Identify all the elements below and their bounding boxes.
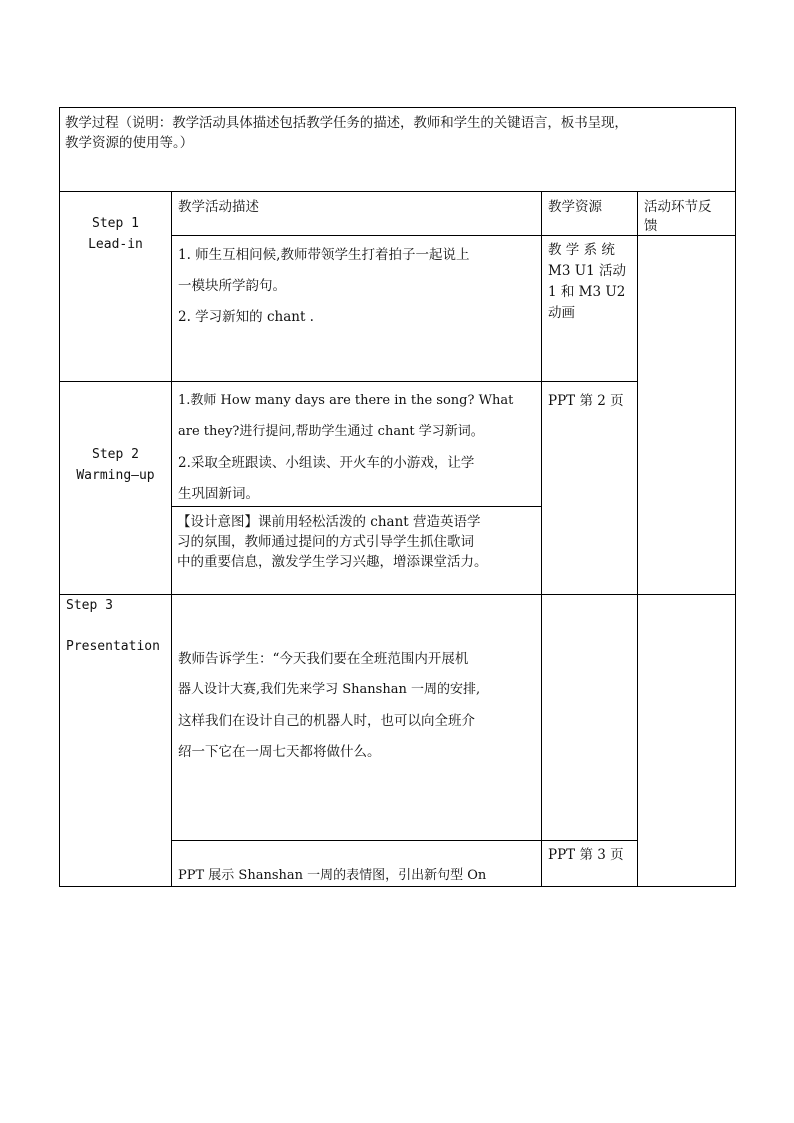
step1-activity-line-3: 2. 学习新知的 chant . xyxy=(178,309,314,325)
step2-subtitle: Warming—up xyxy=(76,468,155,483)
rule-step1 xyxy=(59,381,637,382)
rule-colheads xyxy=(171,235,736,236)
step2-design-intent-line-2: 习的氛围，教师通过提问的方式引导学生抓住歌词 xyxy=(177,534,474,550)
step1-activity-line-2: 一模块所学韵句。 xyxy=(178,278,286,294)
step1-resource-line-4: 动画 xyxy=(548,305,575,321)
step1-resource-line-2: M3 U1 活动 xyxy=(548,263,626,279)
step2-resource: PPT 第 2 页 xyxy=(548,393,624,409)
col-header-activity: 教学活动描述 xyxy=(178,199,259,215)
col-header-feedback-2: 馈 xyxy=(644,218,658,234)
border-top xyxy=(59,107,736,108)
col-header-resource: 教学资源 xyxy=(548,199,602,215)
col-divider-2 xyxy=(541,191,542,887)
rule-header xyxy=(59,191,736,192)
header-line-2: 教学资源的使用等。） xyxy=(65,135,194,151)
step1-title: Step 1 xyxy=(92,216,139,231)
step2-activity-line-4: 生巩固新词。 xyxy=(178,486,259,502)
step1-resource-line-3: 1 和 M3 U2 xyxy=(548,284,626,300)
step1-activity-line-1: 1. 师生互相问候,教师带领学生打着拍子一起说上 xyxy=(178,247,470,263)
step1-subtitle: Lead-in xyxy=(88,237,143,252)
step3-title: Step 3 xyxy=(66,598,113,613)
step3-activity-line-1: 教师告诉学生：“今天我们要在全班范围内开展机 xyxy=(178,651,469,667)
rule-design xyxy=(171,506,542,507)
step3-activity-line-2: 器人设计大赛,我们先来学习 Shanshan 一周的安排, xyxy=(178,682,481,697)
rule-step3-sub xyxy=(171,840,637,841)
border-right xyxy=(735,107,736,887)
step1-resource-line-1: 教 学 系 统 xyxy=(548,242,615,258)
step3-resource-2: PPT 第 3 页 xyxy=(548,847,624,863)
step2-design-intent-line-1: 【设计意图】课前用轻松活泼的 chant 营造英语学 xyxy=(177,514,481,530)
step2-title: Step 2 xyxy=(92,447,139,462)
step2-activity-line-1: 1.教师 How many days are there in the song? What xyxy=(178,393,514,408)
rule-step2 xyxy=(59,594,736,595)
header-line-1: 教学过程（说明：教学活动具体描述包括教学任务的描述，教师和学生的关键语言，板书呈现， xyxy=(65,115,628,131)
step3-activity-line-4: 绍一下它在一周七天都将做什么。 xyxy=(178,744,381,760)
step2-activity-line-2: are they?进行提问,帮助学生通过 chant 学习新词。 xyxy=(178,424,484,439)
step2-activity-line-3: 2.采取全班跟读、小组读、开火车的小游戏，让学 xyxy=(178,455,475,471)
step2-design-intent-line-3: 中的重要信息，激发学生学习兴趣，增添课堂活力。 xyxy=(177,554,488,570)
step3-activity-2: PPT 展示 Shanshan 一周的表情图，引出新句型 On xyxy=(178,868,487,883)
step3-subtitle: Presentation xyxy=(66,639,160,654)
step3-activity-line-3: 这样我们在设计自己的机器人时，也可以向全班介 xyxy=(178,713,475,729)
col-divider-1 xyxy=(171,191,172,887)
col-header-feedback-1: 活动环节反 xyxy=(644,199,712,215)
border-bottom xyxy=(59,886,736,887)
col-divider-3 xyxy=(637,191,638,887)
